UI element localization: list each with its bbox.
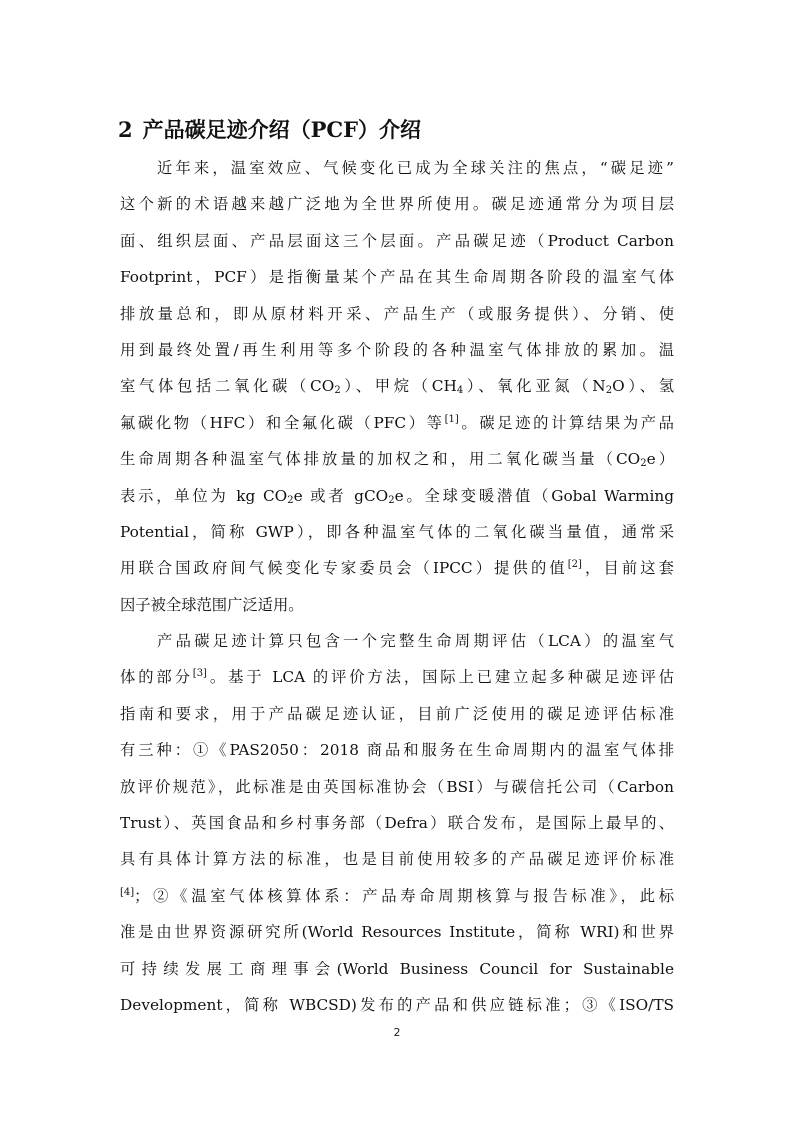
subscript: 2 — [605, 385, 613, 397]
text-line: 室气体包括二氧化碳$(CO_2)$、甲烷$(CH_4)$、氧化亚氮$(N_2O)$、氢 — [120, 377, 674, 397]
section-heading — [118, 116, 421, 144]
body-text — [120, 150, 674, 1023]
text-line: 具有具体计算方法的标准，也是目前使用较多的产品碳足迹评价标准 — [120, 850, 674, 869]
section-title: 产品碳足迹介绍（PCF）介绍 — [142, 117, 422, 142]
text-line: 生命周期各种温室气体排放量的加权之和，用二氧化碳当量$(CO_2e)$ — [120, 450, 674, 470]
citation-ref: [2] — [567, 559, 582, 571]
text-line: Development，简称 WBCSD)发布的产品和供应链标准；③《ISO/TS — [120, 995, 674, 1014]
text-line: 用联合国政府间气候变化专家委员会（IPCC）提供的值[2]，目前这套 — [120, 559, 674, 578]
text-line: 准是由世界资源研究所(World Resources Institute，简称 WRI)和世界 — [120, 923, 674, 942]
text-line: 排放量总和，即从原材料开采、产品生产（或服务提供）、分销、使 — [120, 304, 674, 323]
subscript: 4 — [456, 385, 464, 397]
text-line: 用到最终处置/再生利用等多个阶段的各种温室气体排放的累加。温 — [120, 340, 674, 359]
subscript: 2 — [640, 458, 647, 470]
section-number: 2 — [118, 117, 133, 142]
citation-ref: [4] — [120, 886, 135, 898]
text-line: Trust）、英国食品和乡村事务部（Defra）联合发布，是国际上最早的、 — [120, 814, 674, 833]
subscript: 2 — [287, 494, 294, 506]
page-number: 2 — [393, 1026, 401, 1039]
text-line: 氟碳化物（HFC）和全氟化碳（PFC）等[1]。碳足迹的计算结果为产品 — [120, 413, 674, 432]
text-line: 面、组织层面、产品层面这三个层面。产品碳足迹（Product Carbon — [120, 231, 674, 250]
text-line: 指南和要求，用于产品碳足迹认证，目前广泛使用的碳足迹评估标准 — [120, 704, 674, 723]
text-line: 表示，单位为 kg $CO_2e$ 或者 gCO$_2$e。全球变暖潜值（Gobal Warming — [120, 486, 674, 506]
citation-ref: [1] — [444, 413, 459, 425]
subscript: 2 — [334, 385, 341, 397]
text-line: 因子被全球范围广泛适用。 — [120, 595, 304, 614]
text-line: 有三种：①《PAS2050：2018 商品和服务在生命周期内的温室气体排 — [120, 741, 674, 760]
text-line: Potential，简称 GWP），即各种温室气体的二氧化碳当量值，通常采 — [120, 522, 674, 541]
text-line: 放评价规范》，此标准是由英国标准协会（BSI）与碳信托公司（Carbon — [120, 777, 674, 796]
subscript: 2 — [388, 494, 395, 506]
text-line: 这个新的术语越来越广泛地为全世界所使用。碳足迹通常分为项目层 — [120, 195, 674, 214]
text-line: 近年来，温室效应、气候变化已成为全球关注的焦点，“碳足迹” — [157, 159, 674, 177]
citation-ref: [3] — [192, 668, 207, 680]
text-line: 产品碳足迹计算只包含一个完整生命周期评估（LCA）的温室气 — [157, 632, 674, 651]
text-line: Footprint，PCF）是指衡量某个产品在其生命周期各阶段的温室气体 — [120, 268, 674, 287]
text-line: [4]；②《温室气体核算体系：产品寿命周期核算与报告标准》，此标 — [120, 886, 674, 905]
text-line: 可持续发展工商理事会(World Business Council for Sustainable — [120, 959, 674, 978]
text-line: 体的部分[3]。基于 LCA 的评价方法，国际上已建立起多种碳足迹评估 — [120, 668, 674, 687]
